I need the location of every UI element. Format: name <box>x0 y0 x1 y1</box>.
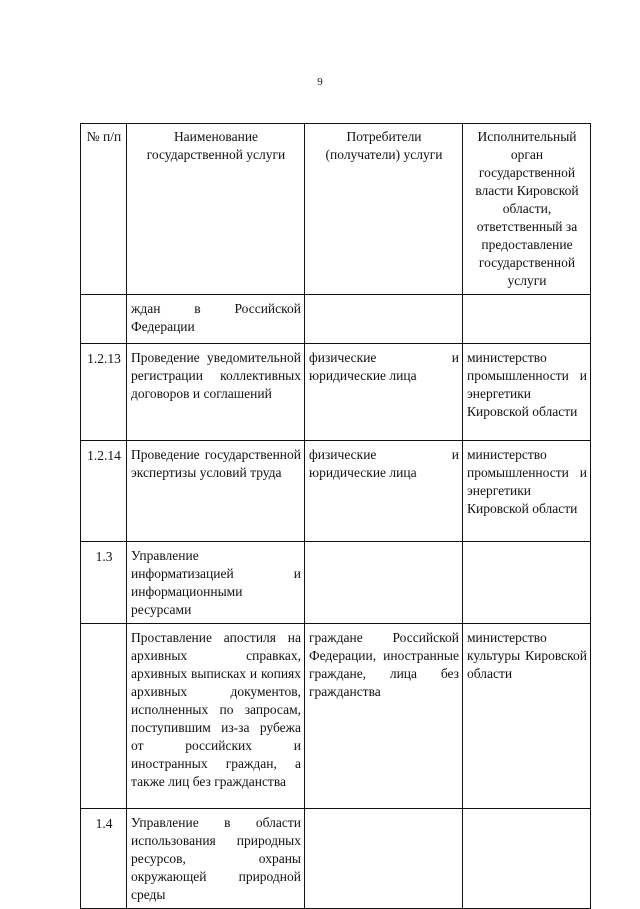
header-authority: Исполнительный орган государственной власти Кировской области, ответственный за предоставление государственной услуги <box>463 124 591 295</box>
table-row <box>81 344 591 441</box>
row-number: 1.2.14 <box>81 441 127 542</box>
header-service-name: Наименование государственной услуги <box>127 124 305 295</box>
row-number: 1.2.13 <box>81 344 127 441</box>
row-service: Проставление апостиля на архивных справках, архивных выписках и копиях архивных документов, исполненных по запросам, поступившим из-за рубежа от российских и иностранных граждан, а также лиц без гражданства <box>127 624 305 809</box>
row-service: Проведение государственной экспертизы условий труда <box>127 441 305 542</box>
row-service: Управление информатизацией и информационными ресурсами <box>127 542 305 624</box>
row-service: Управление в области использования природных ресурсов, охраны окружающей природной среды <box>127 809 305 909</box>
row-number <box>81 295 127 344</box>
table-row <box>81 441 591 542</box>
row-consumers: граждане Российской Федерации, иностранные граждане, лица без гражданства <box>305 624 463 809</box>
table-row <box>81 809 591 909</box>
services-table <box>80 123 591 909</box>
header-consumers: Потребители (получатели) услуги <box>305 124 463 295</box>
page-number: 9 <box>317 76 323 88</box>
row-number: 1.3 <box>81 542 127 624</box>
row-consumers: физические и юридические лица <box>305 441 463 542</box>
row-authority: министерство культуры Кировской области <box>463 624 591 809</box>
row-consumers <box>305 295 463 344</box>
row-authority: министерство промышленности и энергетики Кировской области <box>463 441 591 542</box>
header-number: № п/п <box>81 124 127 295</box>
row-authority <box>463 542 591 624</box>
table-header-row <box>81 124 591 295</box>
row-consumers <box>305 809 463 909</box>
row-authority <box>463 809 591 909</box>
row-consumers <box>305 542 463 624</box>
row-service: ждан в Российской Федерации <box>127 295 305 344</box>
row-number <box>81 624 127 809</box>
table-row <box>81 542 591 624</box>
row-number: 1.4 <box>81 809 127 909</box>
row-consumers: физические и юридические лица <box>305 344 463 441</box>
row-authority: министерство промышленности и энергетики Кировской области <box>463 344 591 441</box>
row-service: Проведение уведомительной регистрации коллективных договоров и соглашений <box>127 344 305 441</box>
row-authority <box>463 295 591 344</box>
table-row <box>81 295 591 344</box>
table-row <box>81 624 591 809</box>
